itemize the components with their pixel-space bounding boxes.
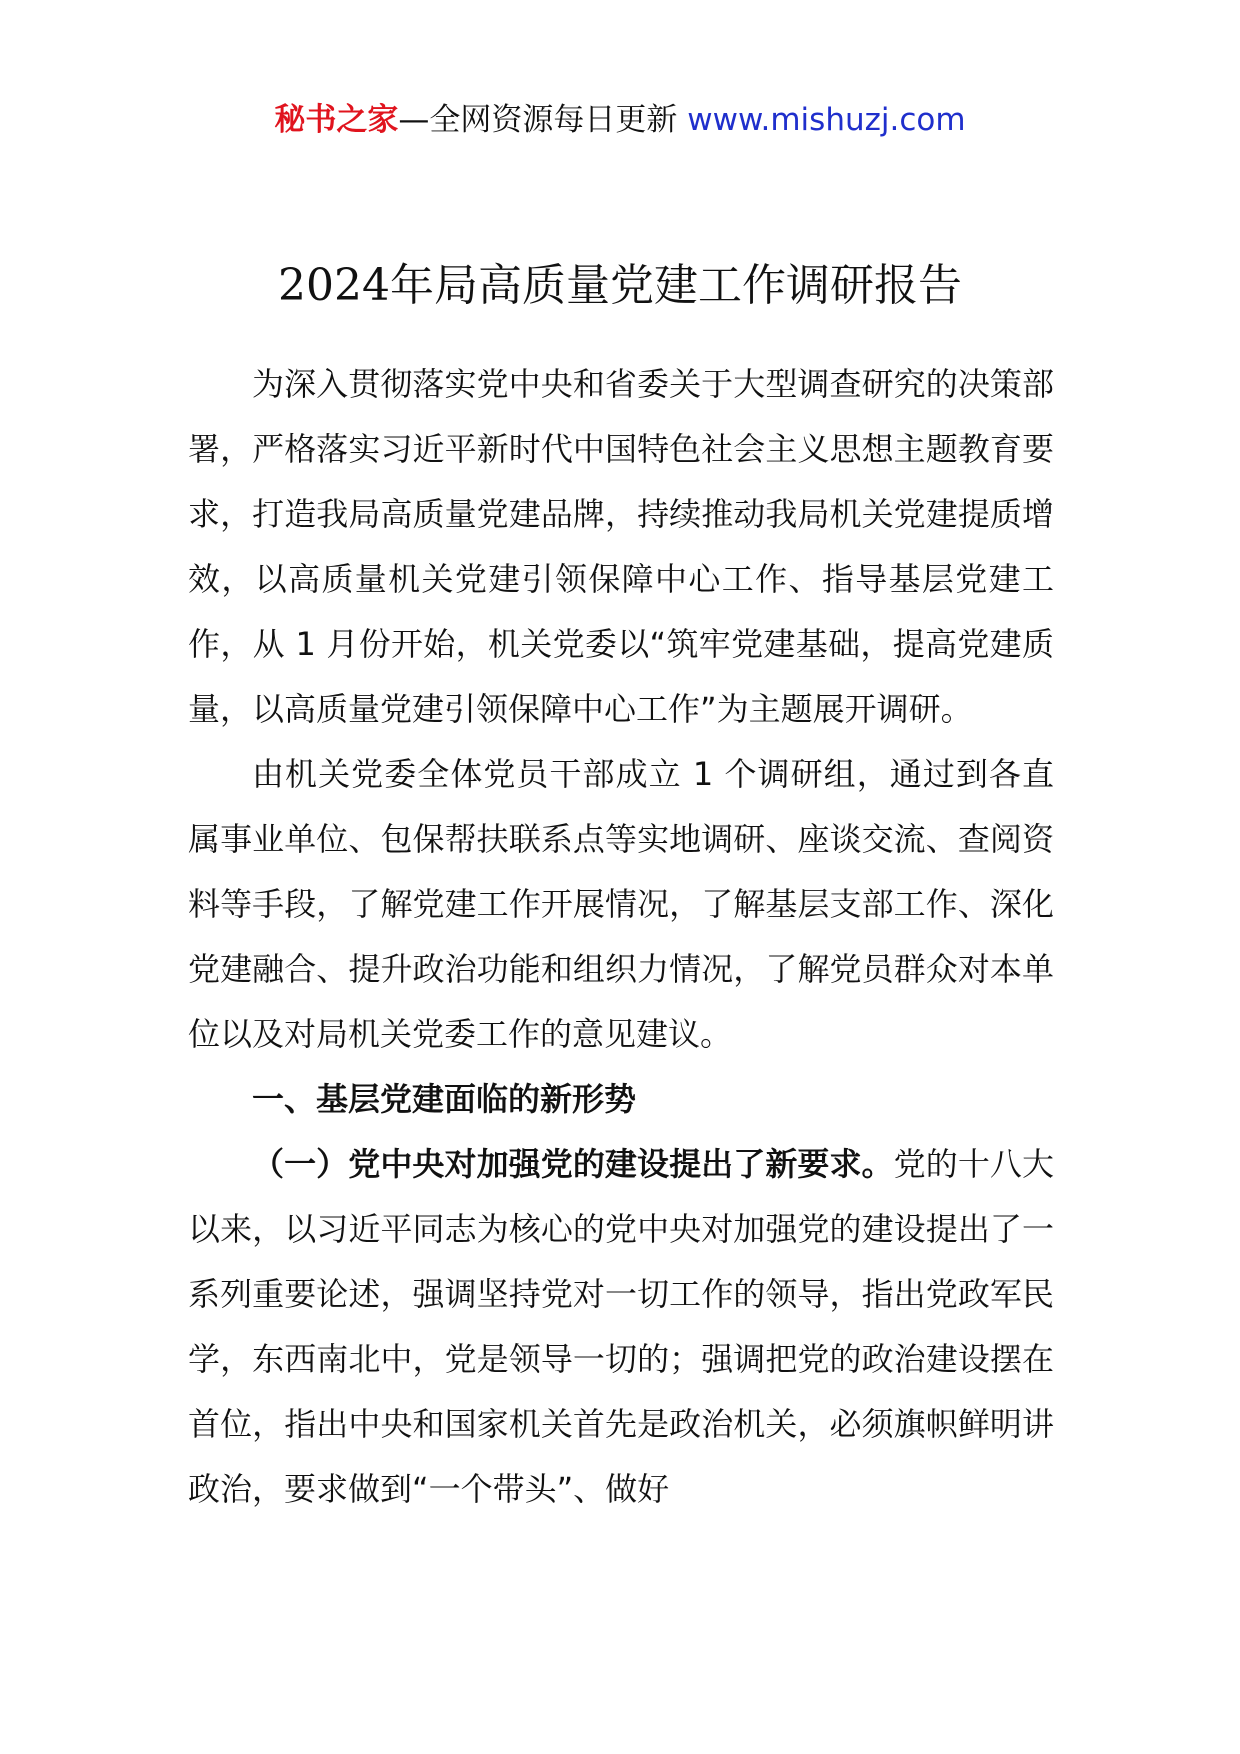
site-url-link[interactable]: www.mishuzj.com xyxy=(687,102,966,138)
subsection-paragraph xyxy=(188,1132,1054,1522)
paragraph-method: 由机关党委全体党员干部成立 1 个调研组，通过到各直属事业单位、包保帮扶联系点等实地调研、座谈交流、查阅资料等手段，了解党建工作开展情况，了解基层支部工作、深化党建融合、提升政治功能和组织力情况，了解党员群众对本单位以及对局机关党委工作的意见建议。 xyxy=(188,755,1054,1053)
section-heading: 一、基层党建面临的新形势 xyxy=(252,1080,637,1118)
title-year: 2024 xyxy=(278,260,390,311)
paragraph-intro: 为深入贯彻落实党中央和省委关于大型调查研究的决策部署，严格落实习近平新时代中国特色社会主义思想主题教育要求，打造我局高质量党建品牌，持续推动我局机关党建提质增效，以高质量机关党建引领保障中心工作、指导基层党建工作，从 1 月份开始，机关党委以“筑牢党建基础，提高党建质量，以高质量党建引领保障中心工作”为主题展开调研。 xyxy=(188,365,1054,728)
title-text: 年局高质量党建工作调研报告 xyxy=(389,260,962,311)
subsection-heading: （一）党中央对加强党的建设提出了新要求。 xyxy=(252,1145,894,1183)
document-title xyxy=(0,258,1240,314)
subsection-text: 党的十八大以来，以习近平同志为核心的党中央对加强党的建设提出了一系列重要论述，强调坚持党对一切工作的领导，指出党政军民学，东西南北中，党是领导一切的；强调把党的政治建设摆在首位，指出中央和国家机关首先是政治机关，必须旗帜鲜明讲政治，要求做到“一个带头”、做好 xyxy=(188,1145,1054,1508)
site-brand: 秘书之家 xyxy=(274,102,399,138)
site-header xyxy=(0,100,1240,140)
site-tagline: —全网资源每日更新 xyxy=(398,102,688,138)
document-body xyxy=(188,352,1054,1522)
